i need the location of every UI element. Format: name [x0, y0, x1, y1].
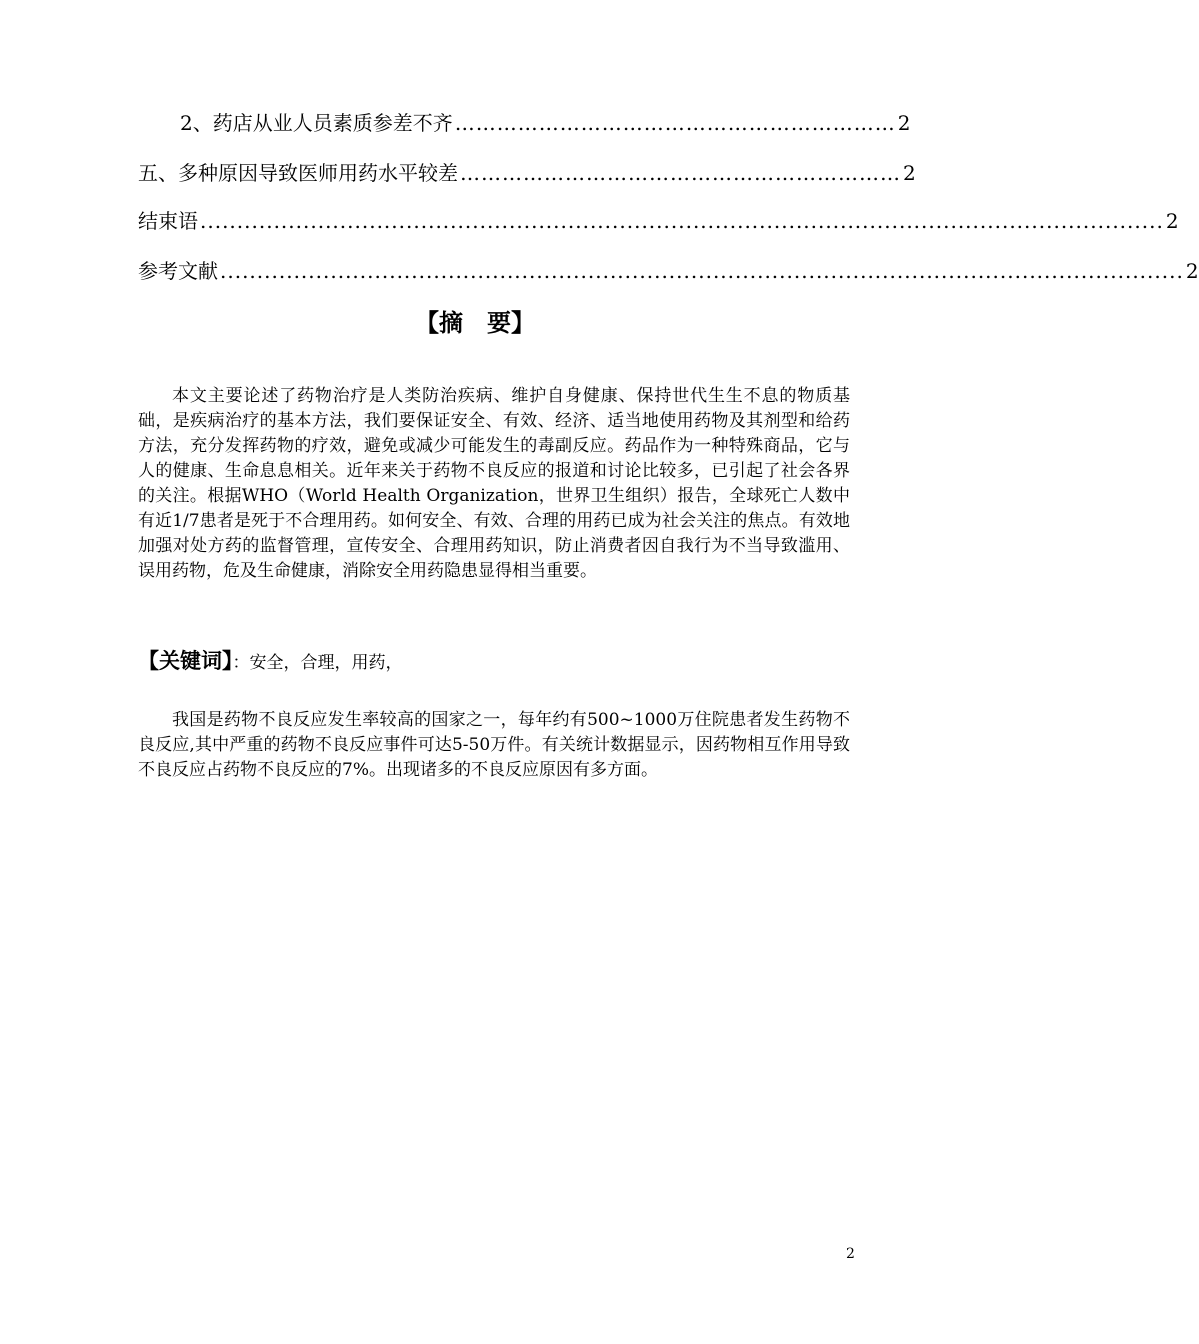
keywords-label: 【关键词】 — [138, 649, 233, 673]
toc-leader: ................................................................................................................................... — [200, 209, 1164, 233]
intro-paragraph: 我国是药物不良反应发生率较高的国家之一，每年约有500~1000万住院患者发生药物不良反应,其中严重的药物不良反应事件可达5-50万件。有关统计数据显示，因药物相互作用导致不良反应占药物不良反应的7%。出现诸多的不良反应原因有多方面。 — [138, 710, 850, 780]
toc-entry-page: 2 — [1185, 259, 1199, 283]
abstract-heading: 【摘 要】 — [415, 309, 535, 337]
toc-entry-title: 参考文献 — [138, 259, 218, 283]
toc-entry-title: 2、药店从业人员素质参差不齐 — [180, 111, 453, 135]
toc-entry[interactable] — [138, 158, 916, 188]
page-number: 2 — [846, 1246, 855, 1262]
keywords-line — [138, 646, 838, 678]
toc-entry[interactable] — [138, 206, 1179, 236]
toc-entry-page: 2 — [903, 161, 916, 185]
abstract-paragraph: 本文主要论述了药物治疗是人类防治疾病、维护自身健康、保持世代生生不息的物质基础，是疾病治疗的基本方法，我们要保证安全、有效、经济、适当地使用药物及其剂型和给药方法，充分发挥药物的疗效，避免或减少可能发生的毒副反应。药品作为一种特殊商品，它与人的健康、生命息息相关。近年来关于药物不良反应的报道和讨论比较多，已引起了社会各界的关注。根据WHO（World Health Organization，世界卫生组织）报告，全球死亡人数中有近1/7患者是死于不合理用药。如何安全、有效、合理的用药已成为社会关注的焦点。有效地加强对处方药的监督管理，宣传安全、合理用药知识，防止消费者因自我行为不当导致滥用、误用药物，危及生命健康，消除安全用药隐患显得相当重要。 — [138, 386, 850, 581]
keywords-value: ：安全，合理，用药， — [232, 653, 403, 673]
toc-leader: ……………………………………………………… — [460, 161, 901, 185]
toc-leader: ……………………………………………………… — [454, 111, 896, 135]
toc-entry-page: 2 — [1165, 209, 1179, 233]
toc-entry[interactable] — [180, 108, 911, 138]
toc-entry-title: 五、多种原因导致医师用药水平较差 — [138, 161, 458, 185]
toc-entry[interactable] — [138, 256, 1199, 286]
toc-leader: ................................................................................................................................... — [220, 259, 1184, 283]
toc-entry-page: 2 — [897, 111, 911, 135]
toc-entry-title: 结束语 — [138, 209, 198, 233]
